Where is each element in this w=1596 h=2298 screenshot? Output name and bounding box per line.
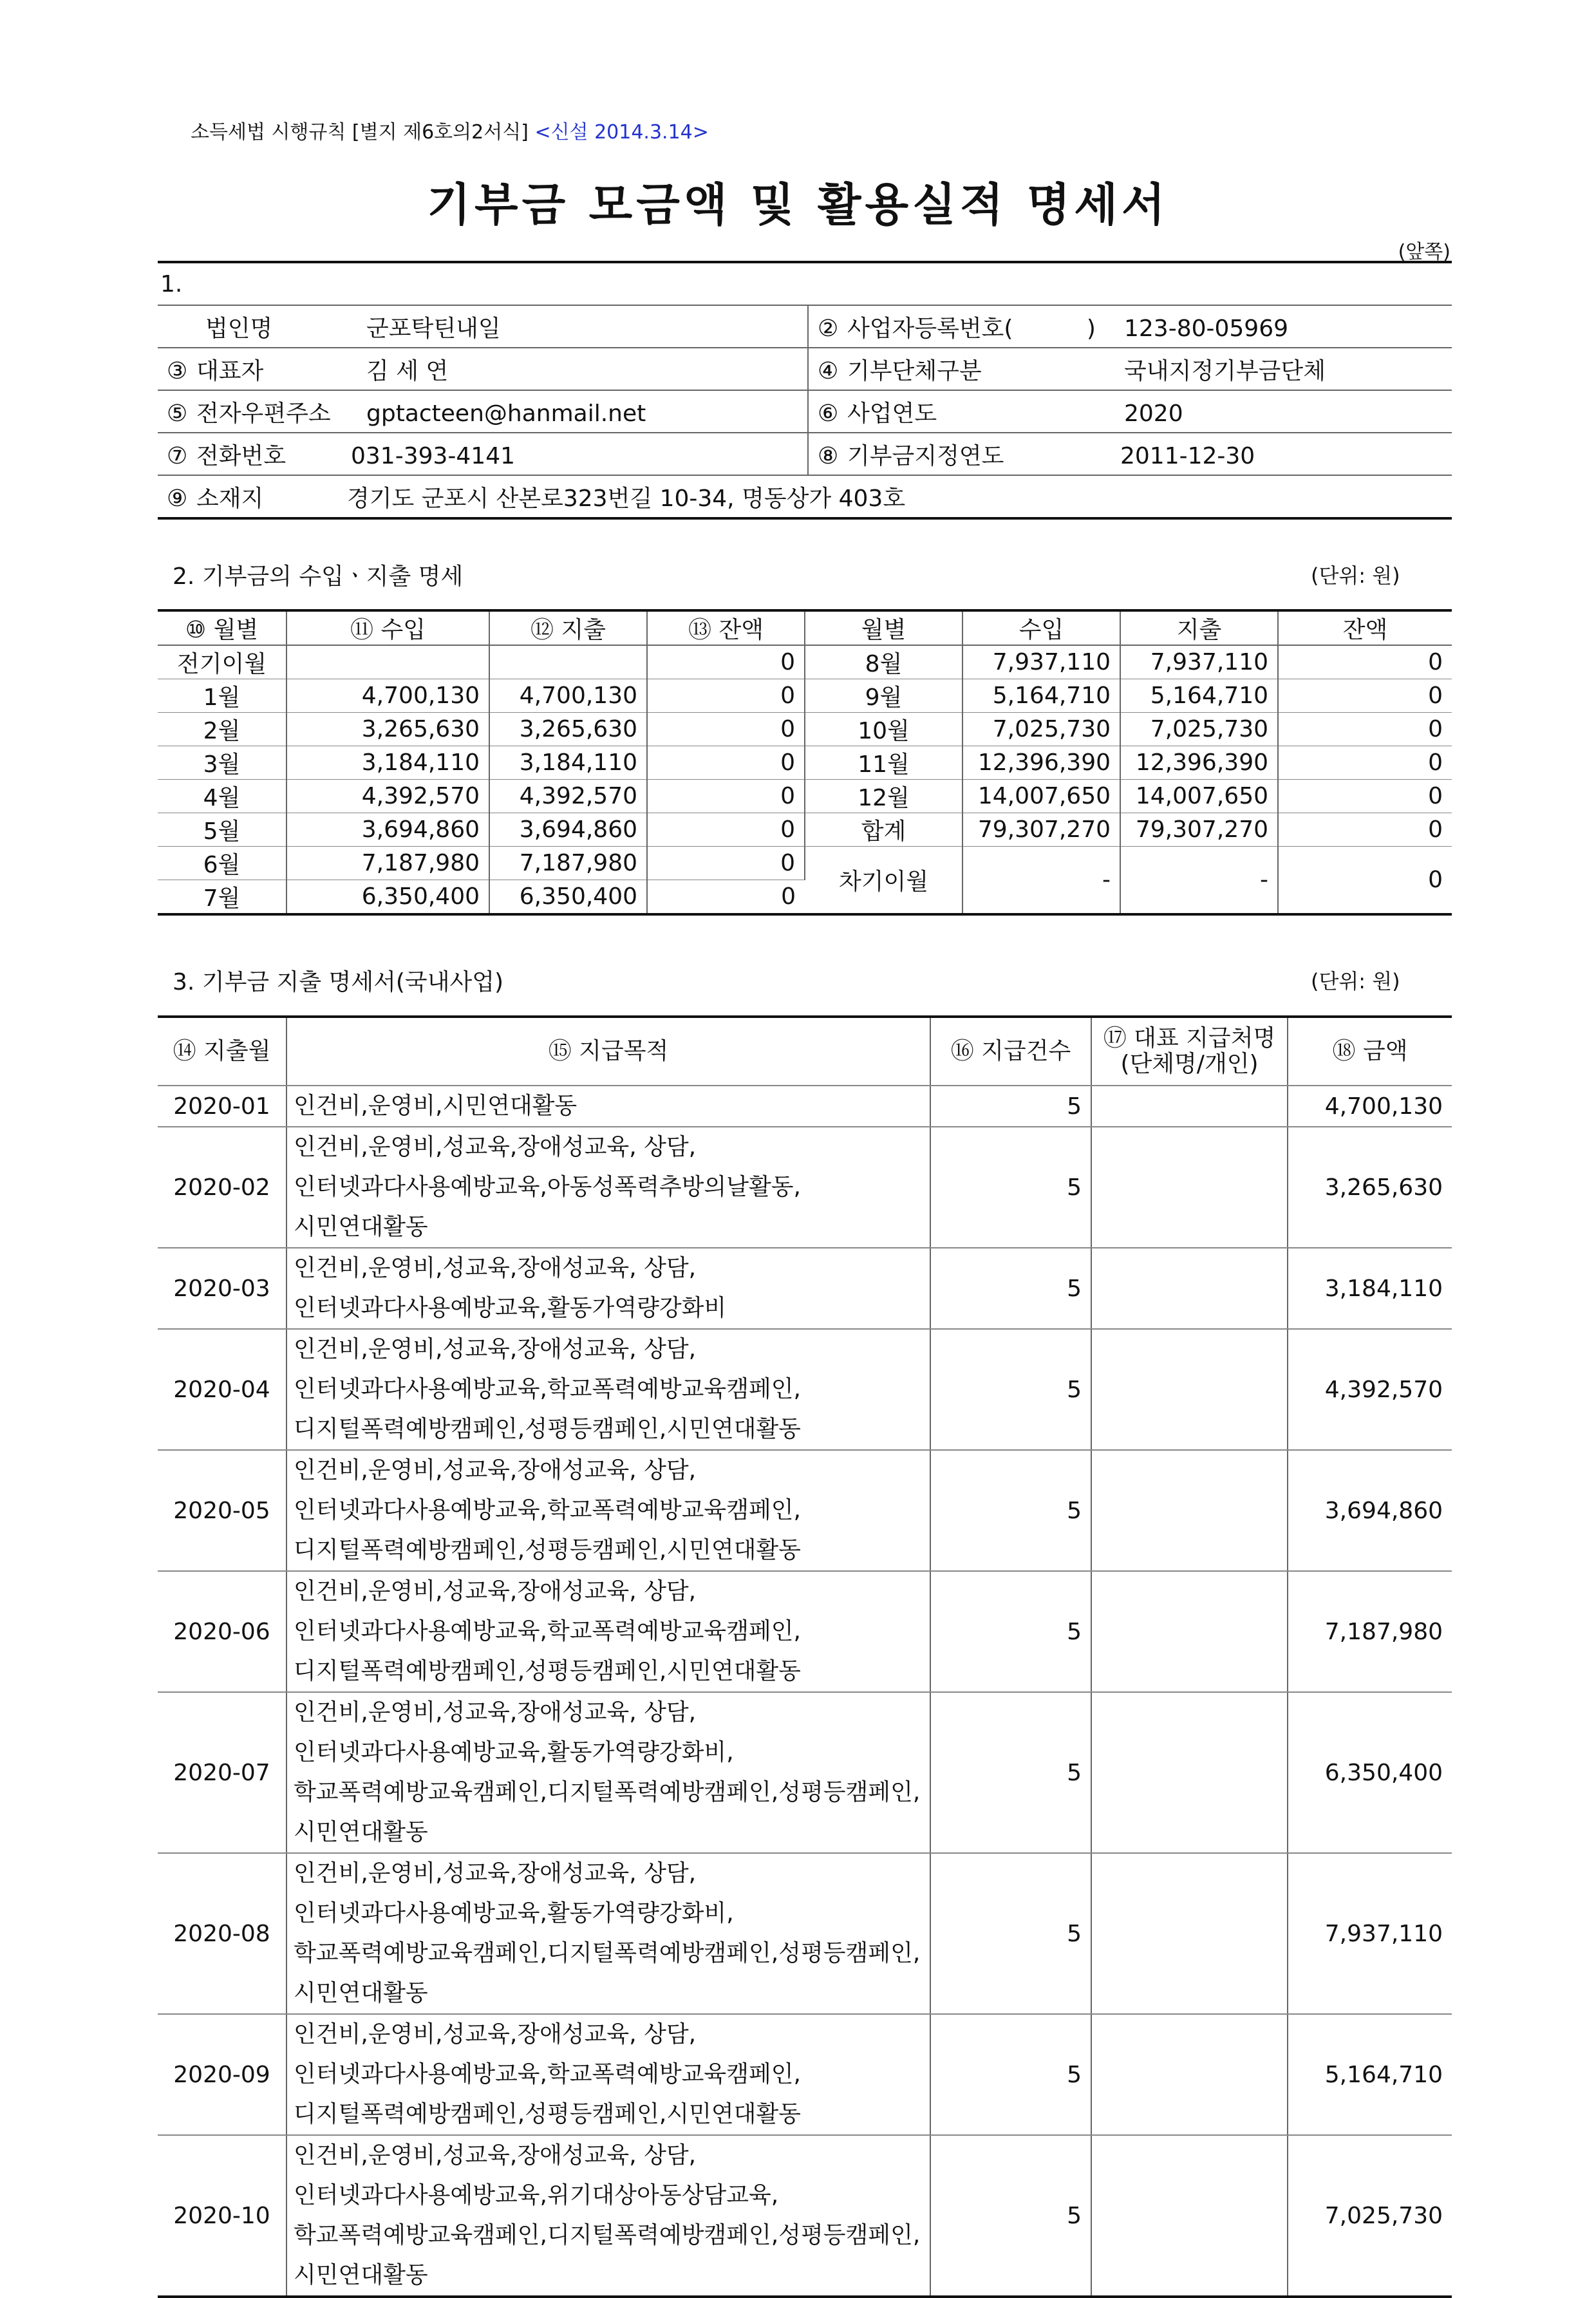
month-cell: 3월 [158,746,286,780]
designation-cell [808,433,1452,475]
purpose-cell: 인건비,운영비,성교육,장애성교육, 상담, 인터넷과다사용예방교육,학교폭력예방교육캠페인,디지털폭력예방캠페인,성평등캠페인,시민연대활동 [286,1450,930,1571]
income-cell: 3,694,860 [286,813,489,847]
mark-2: ② [818,315,839,342]
amount-cell: 4,700,130 [1288,1086,1452,1127]
mark-3: ③ [167,357,188,384]
column-header: 월별 [805,610,962,645]
balance-cell: 0 [1278,813,1452,847]
amount-cell: 7,937,110 [1288,1853,1452,2014]
income-cell: 5,164,710 [962,679,1120,713]
count-cell: 5 [930,2135,1091,2297]
table-row [158,1127,1452,1248]
month-cell: 7월 [158,880,286,915]
expense-cell: 4,700,130 [489,679,647,713]
address-label: 소재지 [196,485,264,512]
column-header: ⑪ 수입 [286,610,489,645]
column-header: ⑫ 지출 [489,610,647,645]
purpose-cell: 인건비,운영비,성교육,장애성교육, 상담, 인터넷과다사용예방교육,위기대상아동상담교육,학교폭력예방교육캠페인,디지털폭력예방캠페인,성평등캠페인,시민연대활동 [286,2135,930,2297]
info-row [158,348,1452,390]
organization-info-table [158,261,1452,520]
income-cell: 3,265,630 [286,713,489,746]
info-row [158,305,1452,348]
column-header: ⑭ 지출월 [158,1017,286,1086]
page-side-label: (앞쪽) [1398,241,1450,263]
biz-year-cell [808,390,1452,433]
biz-reg-value: 123-80-05969 [1124,315,1289,342]
form-reference [191,116,709,144]
column-header: 수입 [962,610,1120,645]
mark-6: ⑥ [818,400,839,427]
phone-value: 031-393-4141 [351,442,516,469]
recipient-cell [1091,1853,1288,2014]
expense-month-cell: 2020-07 [158,1692,286,1853]
count-cell: 5 [930,1450,1091,1571]
designation-value: 2011-12-30 [1120,442,1255,469]
income-cell: 4,700,130 [286,679,489,713]
expense-month-cell: 2020-04 [158,1329,286,1450]
income-cell: 79,307,270 [962,813,1120,847]
month-cell: 6월 [158,847,286,880]
expense-cell: 3,694,860 [489,813,647,847]
table-row [158,1571,1452,1692]
expense-cell: 3,265,630 [489,713,647,746]
purpose-cell: 인건비,운영비,성교육,장애성교육, 상담, 인터넷과다사용예방교육,학교폭력예방교육캠페인,디지털폭력예방캠페인,성평등캠페인,시민연대활동 [286,2014,930,2135]
table-row [158,2135,1452,2297]
month-cell: 12월 [805,780,962,813]
income-expense-table [158,609,1452,916]
expense-month-cell: 2020-10 [158,2135,286,2297]
amount-cell: 6,350,400 [1288,1692,1452,1853]
income-cell: 7,187,980 [286,847,489,880]
balance-cell: 0 [647,645,805,679]
balance-cell: 0 [1278,746,1452,780]
balance-cell: 0 [647,746,805,780]
balance-cell: 0 [647,679,805,713]
expense-month-cell: 2020-03 [158,1248,286,1329]
month-cell: 11월 [805,746,962,780]
mark-7: ⑦ [167,442,188,469]
section2-heading: 2. 기부금의 수입ㆍ지출 명세 [173,563,464,590]
carry-forward-expense: - [1120,847,1278,915]
count-cell: 5 [930,1853,1091,2014]
section1-heading-row [158,262,1452,305]
corp-name-value: 군포탁틴내일 [366,315,501,342]
balance-cell: 0 [647,713,805,746]
table-row [158,679,1452,713]
income-cell: 14,007,650 [962,780,1120,813]
mark-5: ⑤ [167,400,188,427]
expense-cell: 7,025,730 [1120,713,1278,746]
month-cell: 1월 [158,679,286,713]
expense-cell: 6,350,400 [489,880,647,915]
designation-label: 기부금지정연도 [847,442,1004,469]
table-row [158,1329,1452,1450]
email-label: 전자우편주소 [196,400,331,427]
expenditure-detail-table [158,1015,1452,2298]
column-header: 지출 [1120,610,1278,645]
expense-cell: 7,937,110 [1120,645,1278,679]
expense-month-cell: 2020-02 [158,1127,286,1248]
expense-cell: 14,007,650 [1120,780,1278,813]
income-cell: 3,184,110 [286,746,489,780]
count-cell: 5 [930,1692,1091,1853]
column-header: ⑮ 지급목적 [286,1017,930,1086]
count-cell: 5 [930,2014,1091,2135]
mark-9: ⑨ [167,485,188,512]
carry-forward-income: - [962,847,1120,915]
month-cell: 4월 [158,780,286,813]
mark-4: ④ [818,357,839,384]
rep-cell [158,348,808,390]
expense-cell: 4,392,570 [489,780,647,813]
amendment-date: <신설 2014.3.14> [534,121,709,144]
recipient-cell [1091,1248,1288,1329]
address-value: 경기도 군포시 산본로323번길 10-34, 명동상가 403호 [347,485,906,512]
recipient-cell [1091,1086,1288,1127]
expense-cell: 12,396,390 [1120,746,1278,780]
expense-cell: 79,307,270 [1120,813,1278,847]
biz-year-value: 2020 [1124,400,1183,427]
amount-cell: 3,265,630 [1288,1127,1452,1248]
purpose-cell: 인건비,운영비,성교육,장애성교육, 상담, 인터넷과다사용예방교육,학교폭력예방교육캠페인,디지털폭력예방캠페인,성평등캠페인,시민연대활동 [286,1571,930,1692]
table-header-row [158,610,1452,645]
expense-month-cell: 2020-09 [158,2014,286,2135]
amount-cell: 3,184,110 [1288,1248,1452,1329]
table-row [158,1853,1452,2014]
expense-month-cell: 2020-06 [158,1571,286,1692]
recipient-cell [1091,1329,1288,1450]
table-row [158,780,1452,813]
recipient-cell [1091,1571,1288,1692]
expense-month-cell: 2020-05 [158,1450,286,1571]
org-type-label: 기부단체구분 [847,357,982,384]
corp-name-cell [158,305,808,348]
phone-label: 전화번호 [196,442,286,469]
carry-forward-balance: 0 [1278,847,1452,915]
biz-year-label: 사업연도 [847,400,937,427]
purpose-cell: 인건비,운영비,성교육,장애성교육, 상담, 인터넷과다사용예방교육,학교폭력예방교육캠페인,디지털폭력예방캠페인,성평등캠페인,시민연대활동 [286,1329,930,1450]
expense-month-cell: 2020-01 [158,1086,286,1127]
expense-cell [489,645,647,679]
income-cell: 4,392,570 [286,780,489,813]
count-cell: 5 [930,1127,1091,1248]
info-row [158,390,1452,433]
recipient-cell [1091,1692,1288,1853]
income-cell [286,645,489,679]
section2-unit: (단위: 원) [1311,563,1400,588]
table-row [158,746,1452,780]
balance-cell: 0 [1278,780,1452,813]
biz-reg-cell [808,305,1452,348]
balance-cell: 0 [1278,713,1452,746]
column-header: ⑰ 대표 지급처명 (단체명/개인) [1091,1017,1288,1086]
column-header: ⑩ 월별 [158,610,286,645]
count-cell: 5 [930,1571,1091,1692]
expense-month-cell: 2020-08 [158,1853,286,2014]
expense-cell: 5,164,710 [1120,679,1278,713]
purpose-cell: 인건비,운영비,성교육,장애성교육, 상담, 인터넷과다사용예방교육,아동성폭력추방의날활동,시민연대활동 [286,1127,930,1248]
table-row [158,645,1452,679]
month-cell: 8월 [805,645,962,679]
month-cell: 2월 [158,713,286,746]
count-cell: 5 [930,1329,1091,1450]
email-value: gptacteen@hanmail.net [366,400,646,427]
amount-cell: 5,164,710 [1288,2014,1452,2135]
expense-cell: 7,187,980 [489,847,647,880]
amount-cell: 7,187,980 [1288,1571,1452,1692]
rep-label: 대표자 [196,357,264,384]
corp-name-label: 법인명 [205,315,273,342]
table-row [158,713,1452,746]
balance-cell: 0 [647,813,805,847]
purpose-cell: 인건비,운영비,성교육,장애성교육, 상담, 인터넷과다사용예방교육,활동가역량강화비,학교폭력예방교육캠페인,디지털폭력예방캠페인,성평등캠페인,시민연대활동 [286,1692,930,1853]
table-header-row [158,1017,1452,1086]
email-cell [158,390,808,433]
info-row [158,475,1452,518]
income-cell: 6,350,400 [286,880,489,915]
law-reference: 소득세법 시행규칙 [별지 제6호의2서식] [191,121,529,144]
document-title: 기부금 모금액 및 활용실적 명세서 [427,178,1169,231]
column-header: ⑬ 잔액 [647,610,805,645]
month-cell: 5월 [158,813,286,847]
month-cell: 10월 [805,713,962,746]
table-row [158,1248,1452,1329]
income-cell: 7,025,730 [962,713,1120,746]
month-cell: 합계 [805,813,962,847]
purpose-cell: 인건비,운영비,성교육,장애성교육, 상담, 인터넷과다사용예방교육,활동가역량강화비 [286,1248,930,1329]
recipient-cell [1091,2135,1288,2297]
purpose-cell: 인건비,운영비,성교육,장애성교육, 상담, 인터넷과다사용예방교육,활동가역량강화비,학교폭력예방교육캠페인,디지털폭력예방캠페인,성평등캠페인,시민연대활동 [286,1853,930,2014]
balance-cell: 0 [647,780,805,813]
address-cell [158,475,1452,518]
info-row [158,433,1452,475]
phone-cell [158,433,808,475]
column-header: ⑯ 지급건수 [930,1017,1091,1086]
biz-reg-label: 사업자등록번호( ) [847,315,1096,342]
org-type-cell [808,348,1452,390]
org-type-value: 국내지정기부금단체 [1124,357,1326,384]
column-header: ⑱ 금액 [1288,1017,1452,1086]
section1-heading: 1. [158,262,1452,305]
rep-value: 김 세 연 [366,357,449,384]
mark-8: ⑧ [818,442,839,469]
purpose-cell: 인건비,운영비,시민연대활동 [286,1086,930,1127]
income-cell: 12,396,390 [962,746,1120,780]
table-row [158,1086,1452,1127]
balance-cell: 0 [647,847,805,880]
table-row [158,847,1452,880]
column-header: 잔액 [1278,610,1452,645]
carry-forward-month: 차기이월 [805,847,962,915]
balance-cell: 0 [647,880,805,915]
amount-cell: 3,694,860 [1288,1450,1452,1571]
table-row [158,1692,1452,1853]
amount-cell: 4,392,570 [1288,1329,1452,1450]
income-cell: 7,937,110 [962,645,1120,679]
section3-unit: (단위: 원) [1311,969,1400,994]
balance-cell: 0 [1278,679,1452,713]
table-row [158,813,1452,847]
recipient-cell [1091,2014,1288,2135]
month-cell: 전기이월 [158,645,286,679]
table-row [158,2014,1452,2135]
balance-cell: 0 [1278,645,1452,679]
expense-cell: 3,184,110 [489,746,647,780]
count-cell: 5 [930,1248,1091,1329]
section3-heading: 3. 기부금 지출 명세서(국내사업) [173,969,504,995]
table-row [158,1450,1452,1571]
count-cell: 5 [930,1086,1091,1127]
recipient-cell [1091,1127,1288,1248]
month-cell: 9월 [805,679,962,713]
recipient-cell [1091,1450,1288,1571]
amount-cell: 7,025,730 [1288,2135,1452,2297]
